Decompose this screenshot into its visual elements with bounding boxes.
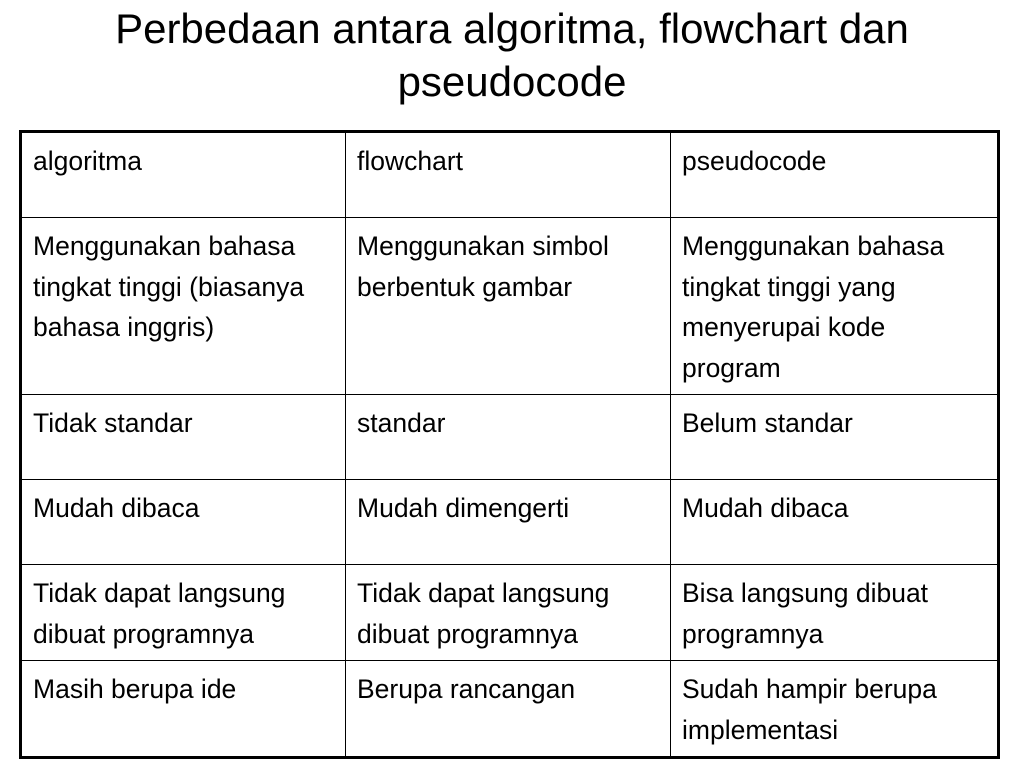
table-row	[21, 480, 999, 565]
table-header-row	[21, 132, 999, 218]
header-cell-pseudocode: pseudocode	[671, 132, 999, 218]
table-cell: Menggunakan bahasa tingkat tinggi (biasanya bahasa inggris)	[21, 218, 346, 395]
slide-title-line-1: Perbedaan antara algoritma, flowchart dan	[115, 5, 909, 52]
table-row	[21, 395, 999, 480]
table-cell: Masih berupa ide	[21, 661, 346, 758]
table-row	[21, 218, 999, 395]
table-cell: Tidak standar	[21, 395, 346, 480]
table-cell: Belum standar	[671, 395, 999, 480]
table-cell: Menggunakan simbol berbentuk gambar	[346, 218, 671, 395]
table-row	[21, 661, 999, 758]
table-cell: standar	[346, 395, 671, 480]
comparison-table	[19, 130, 1000, 759]
table-cell: Tidak dapat langsung dibuat programnya	[346, 565, 671, 661]
table-cell: Bisa langsung dibuat programnya	[671, 565, 999, 661]
slide-title	[0, 2, 1024, 108]
table-cell: Mudah dibaca	[21, 480, 346, 565]
table-cell: Tidak dapat langsung dibuat programnya	[21, 565, 346, 661]
table-cell: Sudah hampir berupa implementasi	[671, 661, 999, 758]
header-cell-algoritma: algoritma	[21, 132, 346, 218]
table-cell: Mudah dibaca	[671, 480, 999, 565]
table-cell: Menggunakan bahasa tingkat tinggi yang menyerupai kode program	[671, 218, 999, 395]
header-cell-flowchart: flowchart	[346, 132, 671, 218]
table-cell: Berupa rancangan	[346, 661, 671, 758]
slide-title-line-2: pseudocode	[397, 58, 627, 105]
table-cell: Mudah dimengerti	[346, 480, 671, 565]
table-row	[21, 565, 999, 661]
